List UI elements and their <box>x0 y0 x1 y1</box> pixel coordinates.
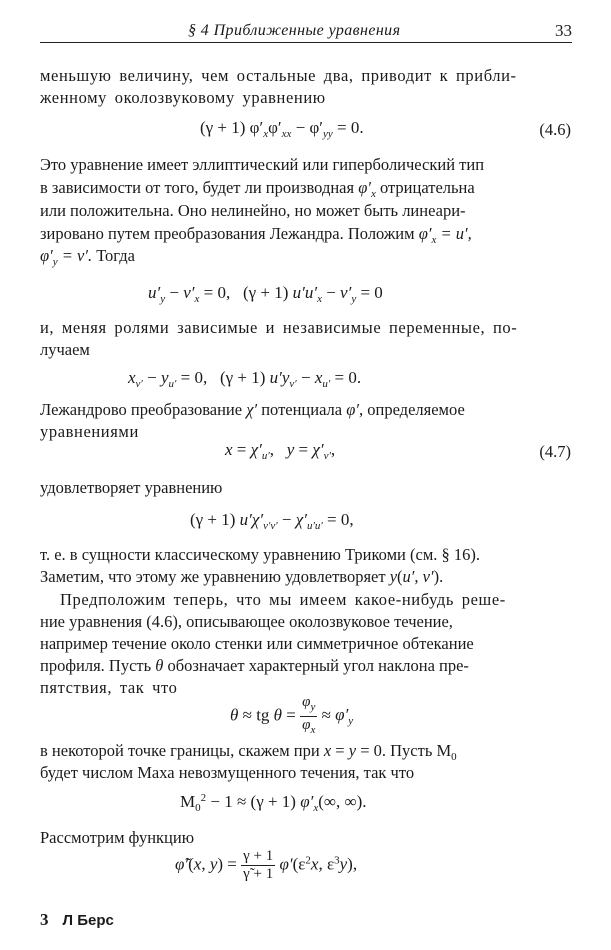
equation-4-7: $x = \chi'_{u'}$, $y = \chi'_{v'}$, <box>225 440 336 462</box>
signature-mark <box>40 910 114 930</box>
page-number: 33 <box>555 21 572 40</box>
equation-4-6: (γ + 1) $\varphi'_x\varphi'_{xx} - \varphi'_{yy} = 0$. <box>200 118 364 140</box>
text-fragment: Тогда <box>96 246 135 265</box>
text-line: Заметим, что этому же уравнению удовлетворяет y(u′, v′). <box>40 567 444 586</box>
text-fragment: Пусть <box>390 741 433 760</box>
equation-legendre: $x_{v'} - y_{u'} = 0$, (γ + 1) $u'y_{v'} - x_{u'} = 0$. <box>128 368 362 390</box>
text-fragment: зировано путем преобразования Лежандра. Положим <box>40 224 415 243</box>
equation-hodograph: $u'_y - v'_x = 0$, (γ + 1) $u'u'_x - v'_y = 0$ <box>148 283 383 305</box>
text-line: уравнениями <box>40 422 139 441</box>
text-line: будет числом Маха невозмущенного течения, так что <box>40 763 415 782</box>
text-line: удовлетворяет уравнению <box>40 478 223 497</box>
text-line: женному околозвуковому уравнению <box>40 88 326 107</box>
equation-number: (4.6) <box>539 120 571 139</box>
signature-name: Л Берс <box>62 912 114 929</box>
equation-tricomi: (γ + 1) $u'\chi'_{v'v'} - \chi'_{u'u'} = 0$, <box>190 510 354 532</box>
text-line: зировано путем преобразования Лежандра. Положим $\varphi'_x = u'$, <box>40 224 472 246</box>
text-line: т. е. в сущности классическому уравнению Трикоми (см. § 16). <box>40 545 481 564</box>
text-line: Рассмотрим функцию <box>40 828 195 847</box>
text-line: или положительна. Оно нелинейно, но может быть линеари- <box>40 201 466 220</box>
text-fragment: Лежандрово преобразование <box>40 400 243 419</box>
text-line: Это уравнение имеет эллиптический или гиперболический тип <box>40 155 485 174</box>
text-line: в зависимости от того, будет ли производная $\varphi'_x$ отрицательна <box>40 178 475 200</box>
text-fragment: отрицательна <box>379 178 475 197</box>
text-fragment: профиля. Пусть <box>40 656 152 675</box>
signature-number: 3 <box>40 910 49 929</box>
header-rule <box>40 42 572 43</box>
equation-number: (4.7) <box>539 442 571 461</box>
equation-mach: $M_0^2 - 1 \approx (\gamma + 1)$ $\varphi'_x(\infty$, ∞). <box>180 792 367 814</box>
text-line: профиля. Пусть θ обозначает характерный угол наклона пре- <box>40 656 469 675</box>
text-line: пятствия, так что <box>40 678 178 697</box>
text-line: лучаем <box>40 340 90 359</box>
text-fragment: Заметим, что этому же уравнению удовлетворяет <box>40 567 386 586</box>
equation-angle: θ ≈ tg θ = $\frac{\varphi_y}{\varphi_x}$ ≈ $\varphi'_y$ <box>230 694 354 736</box>
text-fragment: потенциала <box>261 400 343 419</box>
text-line: Лежандрово преобразование χ′ потенциала φ′, определяемое <box>40 400 465 419</box>
text-line: например течение около стенки или симметричное обтекание <box>40 634 474 653</box>
text-line: в некоторой точке границы, скажем при x = y = 0. Пусть $M_0$ <box>40 741 457 763</box>
text-fragment: определяемое <box>367 400 465 419</box>
text-line: ние уравнения (4.6), описывающее околозвуковое течение, <box>40 612 453 631</box>
text-fragment: в некоторой точке границы, скажем при <box>40 741 320 760</box>
section-title: § 4 Приближенные уравнения <box>188 22 401 39</box>
equation-scaled-function: φ̃′(x, y) = $\frac{\gamma + 1}{\gammã + 1}$ $\varphi'(\varepsilon^2x$, $\varepsilon^3y$), <box>175 848 358 882</box>
text-line: меньшую величину, чем остальные два, приводит к прибли- <box>40 66 517 85</box>
running-header <box>40 20 572 44</box>
text-line: $\varphi'_y = v'$. Тогда <box>40 246 135 268</box>
text-line: и, меняя ролями зависимые и независимые переменные, по- <box>40 318 518 337</box>
text-fragment: в зависимости от того, будет ли производная <box>40 178 355 197</box>
text-line: Предположим теперь, что мы имеем какое-нибудь реше- <box>60 590 506 609</box>
text-fragment: обозначает характерный угол наклона пре- <box>167 656 469 675</box>
